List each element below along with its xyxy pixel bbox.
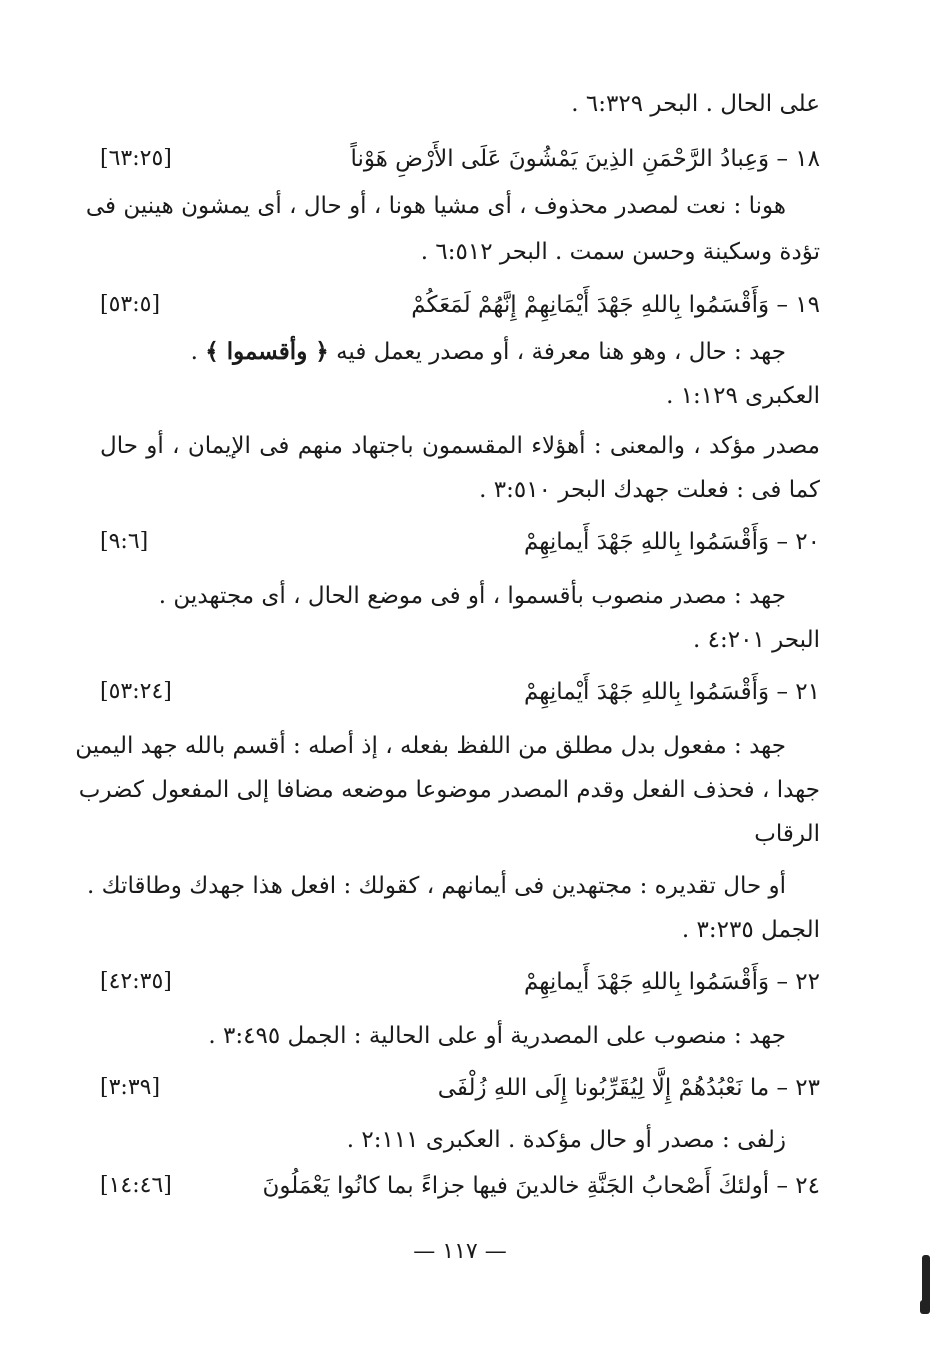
verse-ref-22: [٤٢:٣٥] [100,969,172,994]
commentary-line: جهد : مصدر منصوب بأقسموا ، أو فى موضع الحال ، أى مجتهدين . [158,583,786,609]
commentary-line: جهدا ، فحذف الفعل وقدم المصدر موضوعا موضعه مضافا إلى المفعول كضرب [78,777,820,803]
commentary-line: زلفى : مصدر أو حال مؤكدة . العكبرى ٢:١١١ . [346,1127,786,1153]
page-number: — ١١٧ — [413,1239,507,1264]
verse-18: ١٨ – وَعِبادُ الرَّحْمَنِ الذِينَ يَمْشُونَ عَلَى الأَرْضِ هَوْناً [350,146,820,172]
commentary-line: مصدر مؤكد ، والمعنى : أهؤلاء المقسمون باجتهاد منهم فى الإيمان ، أو حال [100,433,820,459]
verse-ref-18: [٦٣:٢٥] [100,146,172,171]
commentary-line: الرقاب [754,821,820,847]
citation-line: البحر ٤:٢٠١ . [693,627,820,653]
verse-21: ٢١ – وَأَقْسَمُوا بِاللهِ جَهْدَ أَيْمانِهِمْ [523,679,820,705]
commentary-line: أو حال تقديره : مجتهدين فى أيمانهم ، كقولك : افعل هذا جهدك وطاقاتك . [87,873,786,899]
verse-24: ٢٤ – أولئكَ أَصْحابُ الجَنَّةِ خالدينَ فيها جزاءً بما كانُوا يَعْمَلُونَ [262,1173,820,1199]
commentary-line: جهد : مفعول بدل مطلق من اللفظ بفعله ، إذ أصله : أقسم بالله جهد اليمين [75,733,786,759]
commentary-line: تؤدة وسكينة وحسن سمت . البحر ٦:٥١٢ . [420,239,820,265]
commentary-line: كما فى : فعلت جهدك البحر ٣:٥١٠ . [479,477,820,503]
period: . [190,339,198,365]
commentary-text: جهد : حال ، وهو هنا معرفة ، أو مصدر يعمل فيه [336,339,786,365]
verse-22: ٢٢ – وَأَقْسَمُوا بِاللهِ جَهْدَ أَيمانِهِمْ [523,969,820,995]
scan-edge-mark [920,1300,930,1314]
quran-quote: ﴿ وأقسموا ﴾ [205,338,329,365]
verse-ref-21: [٥٣:٢٤] [100,679,172,704]
commentary-line [100,336,786,368]
verse-ref-20: [٩:٦] [100,529,149,554]
citation-line: الجمل ٣:٢٣٥ . [681,917,820,943]
verse-ref-23: [٣:٣٩] [100,1075,161,1100]
citation-line: العكبرى ١:١٢٩ . [666,383,820,409]
verse-ref-24: [١٤:٤٦] [100,1173,172,1198]
verse-20: ٢٠ – وَأَقْسَمُوا بِاللهِ جَهْدَ أَيمانِهِمْ [523,529,820,555]
verse-ref-19: [٥٣:٥] [100,292,161,317]
verse-19: ١٩ – وَأَقْسَمُوا بِاللهِ جَهْدَ أَيْمَانِهِمْ إِنَّهُمْ لَمَعَكُمْ [411,292,820,318]
verse-23: ٢٣ – ما نَعْبُدُهُمْ إِلَّا لِيُقَرِّبُونا إِلَى اللهِ زُلْفَى [437,1075,820,1101]
commentary-line: جهد : منصوب على المصدرية أو على الحالية : الجمل ٣:٤٩٥ . [208,1023,786,1049]
text-line: على الحال . البحر ٦:٣٢٩ . [571,91,820,117]
commentary-line: هونا : نعت لمصدر محذوف ، أى مشيا هونا ، أو حال ، أى يمشون هينين فى [85,193,786,219]
